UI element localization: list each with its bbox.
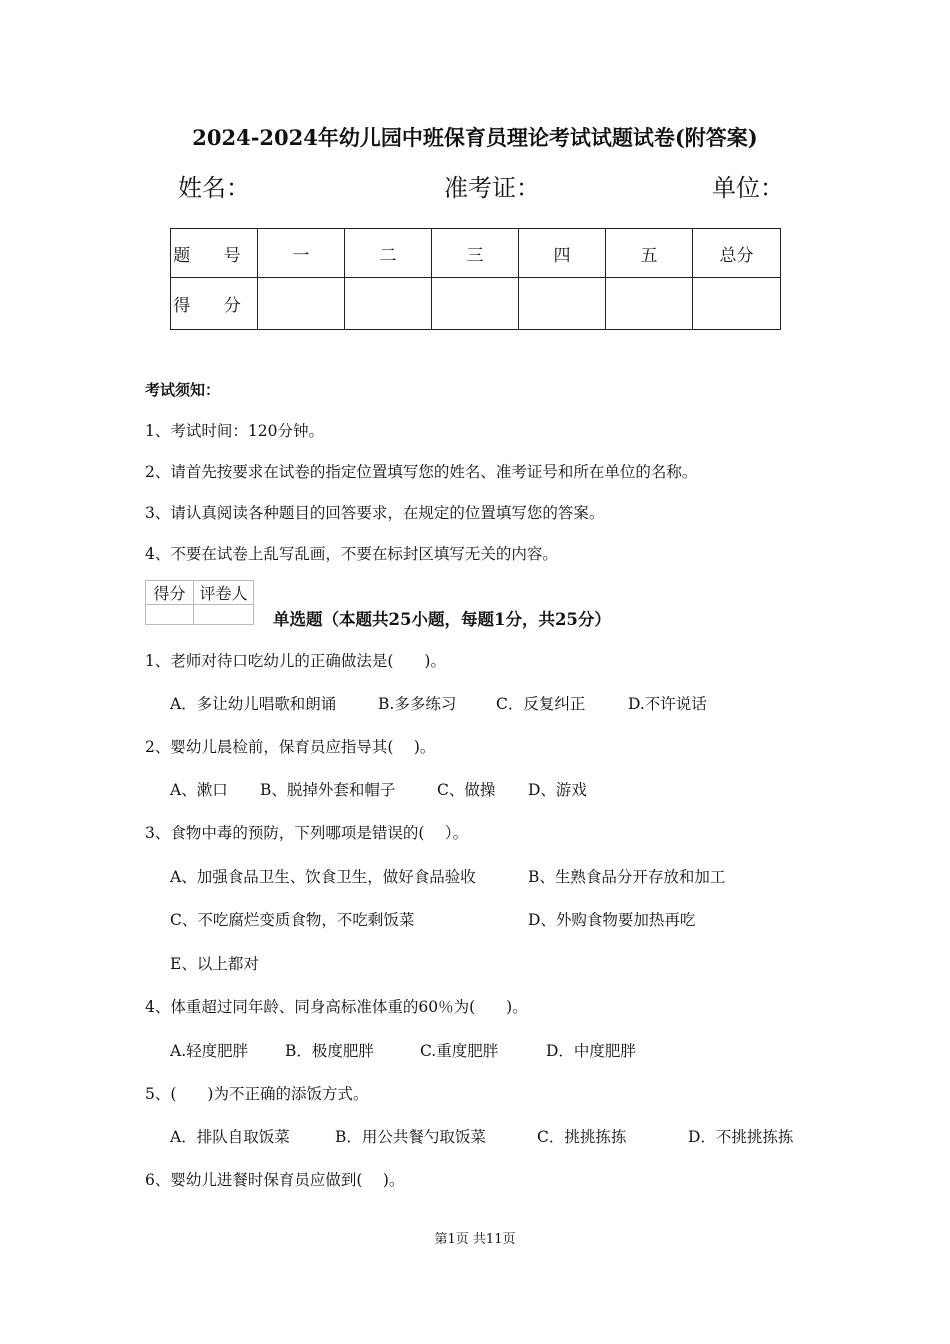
option-b: B．极度肥胖 (285, 1042, 374, 1060)
option-d: D、游戏 (528, 781, 587, 799)
option-d: D.不许说话 (628, 695, 707, 713)
score-label: 得 分 (171, 278, 258, 330)
question-stem: 5、( )为不正确的添饭方式。 (145, 1085, 369, 1103)
section-2-header: 二 (345, 229, 432, 278)
option-b: B、脱掉外套和帽子 (260, 781, 396, 799)
grader-name-label: 评卷人 (194, 581, 254, 605)
section-5-header: 五 (606, 229, 693, 278)
name-field-label: 姓名： (178, 174, 250, 202)
section-title: 单选题（本题共25小题，每题1分，共25分） (273, 610, 611, 629)
unit-field-label: 单位： (712, 174, 784, 202)
score-cell[interactable] (258, 278, 345, 330)
total-score-cell[interactable] (693, 278, 781, 330)
option-c: C、不吃腐烂变质食物，不吃剩饭菜 (170, 911, 415, 929)
option-e: E、以上都对 (170, 955, 259, 973)
grader-box (145, 580, 254, 625)
option-d: D、外购食物要加热再吃 (528, 911, 696, 929)
score-table-header-row (171, 229, 781, 278)
score-table-score-row (171, 278, 781, 330)
option-c: C.重度肥胖 (420, 1042, 499, 1060)
total-header: 总分 (693, 229, 781, 278)
question-stem: 3、食物中毒的预防，下列哪项是错误的( ）。 (145, 824, 469, 842)
option-b: B.多多练习 (378, 695, 457, 713)
score-cell[interactable] (519, 278, 606, 330)
section-4-header: 四 (519, 229, 606, 278)
section-1-header: 一 (258, 229, 345, 278)
score-cell[interactable] (432, 278, 519, 330)
grader-score-cell[interactable] (146, 605, 194, 625)
option-d: D．不挑挑拣拣 (688, 1128, 794, 1146)
question-stem: 1、老师对待口吃幼儿的正确做法是( )。 (145, 652, 446, 670)
grader-score-label: 得分 (146, 581, 194, 605)
grader-name-cell[interactable] (194, 605, 254, 625)
score-cell[interactable] (345, 278, 432, 330)
question-stem: 4、体重超过同年龄、同身高标准体重的60％为( )。 (145, 998, 528, 1016)
option-c: C、做操 (437, 781, 496, 799)
notice-item: 3、请认真阅读各种题目的回答要求，在规定的位置填写您的答案。 (145, 504, 605, 522)
option-b: B、生熟食品分开存放和加工 (528, 868, 726, 886)
section-3-header: 三 (432, 229, 519, 278)
notice-heading: 考试须知： (145, 381, 221, 399)
notice-item: 1、考试时间：120分钟。 (145, 422, 324, 440)
option-d: D．中度肥胖 (546, 1042, 636, 1060)
page-title: 2024-2024年幼儿园中班保育员理论考试试题试卷(附答案) (192, 125, 758, 150)
notice-item: 2、请首先按要求在试卷的指定位置填写您的姓名、准考证号和所在单位的名称。 (145, 463, 698, 481)
question-number-label: 题 号 (171, 229, 258, 278)
question-stem: 6、婴幼儿进餐时保育员应做到( )。 (145, 1171, 405, 1189)
option-b: B．用公共餐勺取饭菜 (335, 1128, 486, 1146)
option-a: A.轻度肥胖 (170, 1042, 249, 1060)
exam-id-field-label: 准考证： (444, 174, 540, 202)
notice-item: 4、不要在试卷上乱写乱画，不要在标封区填写无关的内容。 (145, 545, 558, 563)
option-a: A．排队自取饭菜 (170, 1128, 290, 1146)
page-footer: 第1页 共11页 (434, 1232, 516, 1247)
option-a: A、漱口 (170, 781, 228, 799)
score-table (170, 228, 781, 330)
option-a: A、加强食品卫生、饮食卫生，做好食品验收 (170, 868, 476, 886)
option-a: A．多让幼儿唱歌和朗诵 (170, 695, 337, 713)
option-c: C．反复纠正 (496, 695, 586, 713)
option-c: C．挑挑拣拣 (537, 1128, 627, 1146)
score-cell[interactable] (606, 278, 693, 330)
question-stem: 2、婴幼儿晨检前，保育员应指导其( )。 (145, 738, 436, 756)
